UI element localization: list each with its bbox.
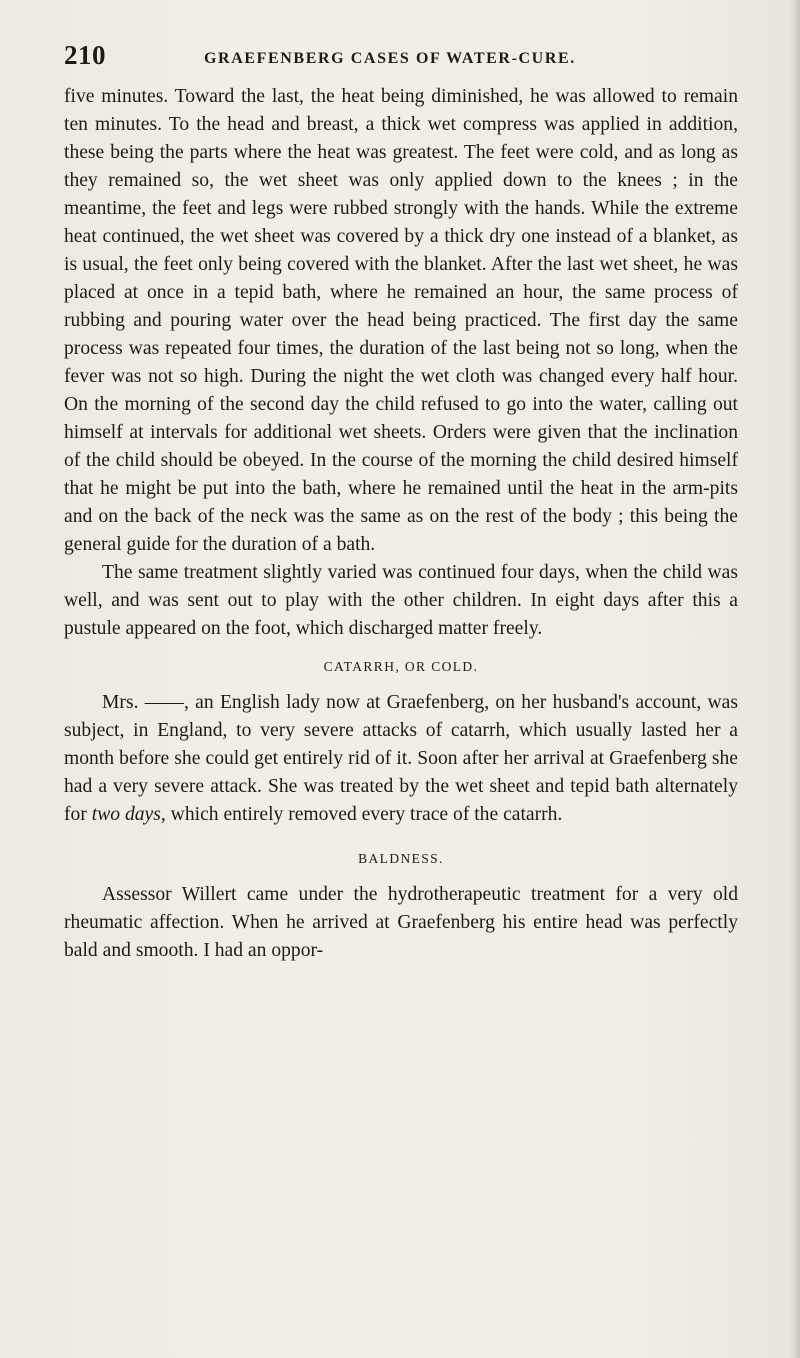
page-header [64,40,736,72]
running-title: GRAEFENBERG CASES OF WATER-CURE. [204,50,576,67]
paragraph-catarrh-text-start: Mrs. ——, an English lady now at Graefenberg, on her husband's account, was subject, in England, to very severe attacks of catarrh, which usually lasted her a month before she could get entirely rid of it. Soon after her arrival at Graefenberg she had a very severe attack. She was treated by the wet sheet and tepid bath alternately for [64,692,738,825]
section-heading-baldness: BALDNESS. [358,851,444,866]
paragraph-continued: five minutes. Toward the last, the heat being diminished, he was allowed to remain ten minutes. To the head and breast, a thick wet compress was applied in addition, these being the parts where the heat was greatest. The feet were cold, and as long as they remained so, the wet sheet was only applied down to the knees ; in the meantime, the feet and legs were rubbed strongly with the hands. While the extreme heat continued, the wet sheet was covered by a thick dry one instead of a blanket, as is usual, the feet only being covered with the blanket. After the last wet sheet, he was placed at once in a tepid bath, where he remained an hour, the same process of rubbing and pouring water over the head being practiced. The first day the same process was repeated four times, the duration of the last being not so long, when the fever was not so high. During the night the wet cloth was changed every half hour. On the morning of the second day the child refused to go into the water, calling out himself at intervals for additional wet sheets. Orders were given that the inclination of the child should be obeyed. In the course of the morning the child desired himself that he might be put into the bath, where he remained until the heat in the arm-pits and on the back of the neck was the same as on the rest of the body ; this being the general guide for the duration of a bath. [64,86,738,555]
page-body [64,83,738,965]
page-number: 210 [64,40,106,70]
section-heading-catarrh: CATARRH, OR COLD. [323,659,479,674]
paragraph-catarrh [64,689,738,829]
paragraph-catarrh-emphasis: two days, [91,804,166,825]
paragraph-baldness: Assessor Willert came under the hydrotherapeutic treatment for a very old rheumatic affection. When he arrived at Graefenberg his entire head was perfectly bald and smooth. I had an oppor- [64,884,738,961]
paragraph-treatment-continued: The same treatment slightly varied was continued four days, when the child was well, and was sent out to play with the other children. In eight days after this a pustule appeared on the foot, which discharged matter freely. [64,562,738,639]
paragraph-catarrh-text-end: which entirely removed every trace of the catarrh. [165,804,563,825]
page-edge-shadow [790,0,800,1358]
